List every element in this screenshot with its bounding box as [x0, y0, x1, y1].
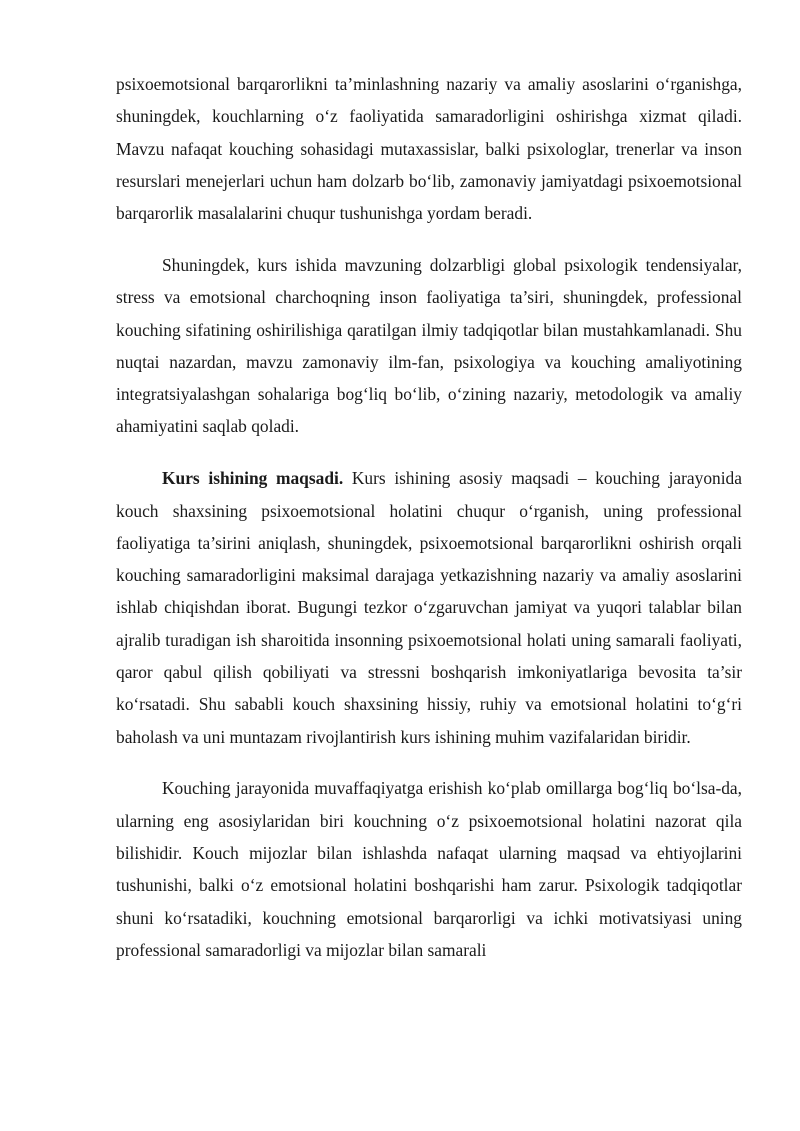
paragraph-objective [116, 462, 742, 753]
paragraph-relevance: Shuningdek, kurs ishida mavzuning dolzarbligi global psixologik tendensiyalar, stress va emotsional charchoqning inson faoliyatiga ta’siri, shuningdek, professional kouching sifatining oshirilishiga qaratilgan ilmiy tadqiqotlar bilan mustahkamlanadi. Shu nuqtai nazardan, mavzu zamonaviy ilm-fan, psixologiya va kouching amaliyotining integratsiyalashgan sohalariga bog‘liq bo‘lib, o‘zining nazariy, metodologik va amaliy ahamiyatini saqlab qoladi. [116, 254, 742, 437]
paragraph-success-factors: Kouching jarayonida muvaffaqiyatga erishish ko‘plab omillarga bog‘liq bo‘lsa-da, ularning eng asosiylaridan biri kouchning o‘z psixoemotsional holatini nazorat qila bilishidir. Kouch mijozlar bilan ishlashda nafaqat ularning maqsad va ehtiyojlarini tushunishi, balki o‘z emotsional holatini boshqarishi ham zarur. Psixologik tadqiqotlar shuni ko‘rsatadiki, kouchning emotsional barqarorligi va ichki motivatsiyasi uning professional samaradorligi va mijozlar bilan samarali [116, 778, 742, 960]
section-heading: Kurs ishining maqsadi. [162, 468, 344, 489]
paragraph-objective-text: Kurs ishining asosiy maqsadi – kouching jarayonida kouch shaxsining psixoemotsional holatini chuqur o‘rganish, uning professional faoliyatiga ta’sirini aniqlash, shuningdek, psixoemotsional barqarorlikni oshirish orqali kouching samaradorligini maksimal darajaga yetkazishning nazariy va amaliy asoslarini ishlab chiqishdan iborat. Bugungi tezkor o‘zgaruvchan jamiyat va yuqori talablar bilan ajralib turadigan ish sharoitida insonning psixoemotsional holati uning samarali faoliyati, qaror qabul qilish qobiliyati va stressni boshqarish imkoniyatlariga bevosita ta’sir ko‘rsatadi. Shu sababli kouch shaxsining hissiy, ruhiy va emotsional holatini to‘g‘ri baholash va uni muntazam rivojlantirish kurs ishining muhim vazifalaridan biridir. [116, 468, 742, 747]
paragraph-continuation: psixoemotsional barqarorlikni ta’minlashning nazariy va amaliy asoslarini o‘rganishga, shuningdek, kouchlarning o‘z faoliyatida samaradorligini oshirishga xizmat qiladi. Mavzu nafaqat kouching sohasidagi mutaxassislar, balki psixologlar, trenerlar va inson resurslari menejerlari uchun ham dolzarb bo‘lib, zamonaviy jamiyatdagi psixoemotsional barqarorlik masalalarini chuqur tushunishga yordam beradi. [116, 74, 742, 224]
